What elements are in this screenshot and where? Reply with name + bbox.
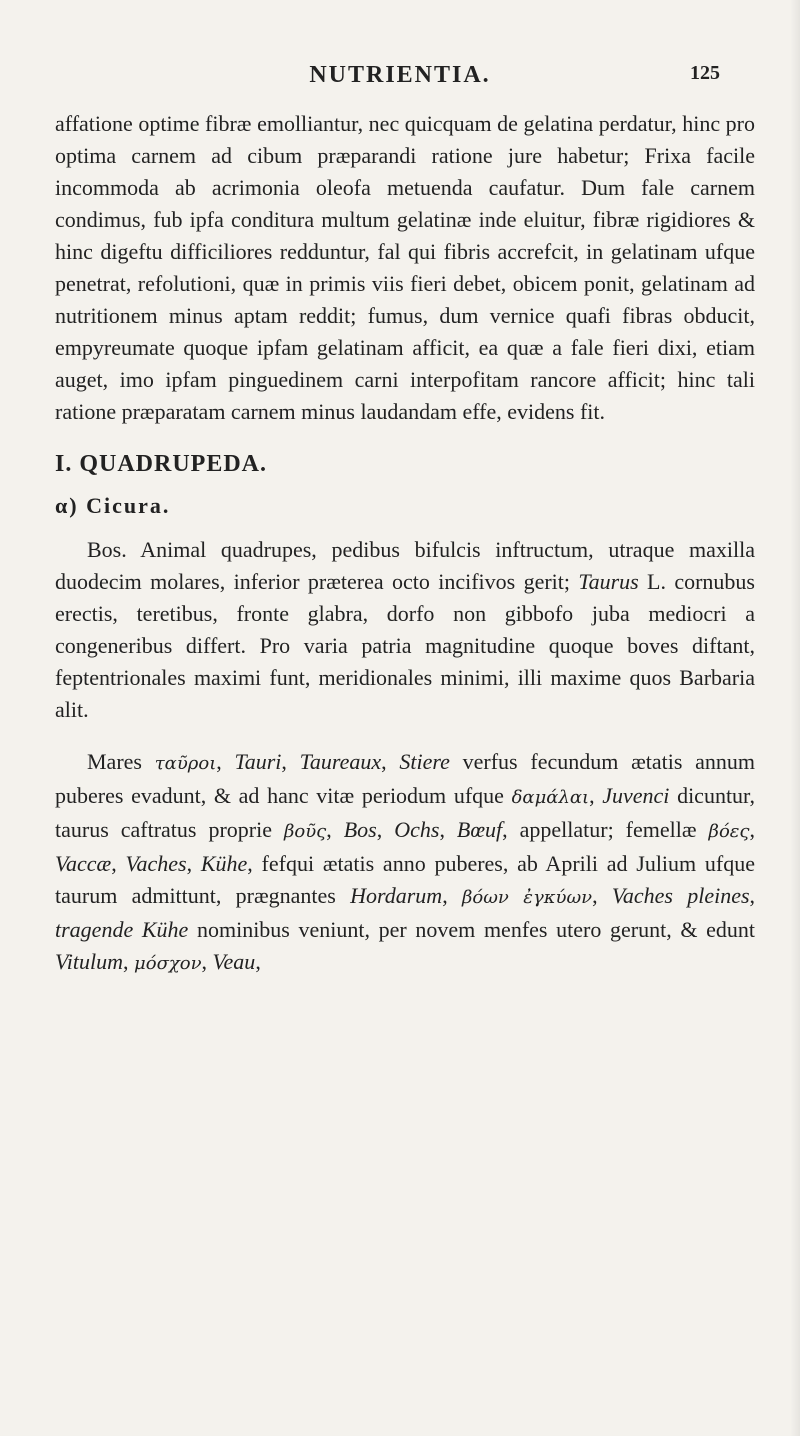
text-run: ,	[281, 749, 300, 774]
text-run: ,	[255, 949, 261, 974]
text-run: ,	[592, 883, 612, 908]
italic-term: Vaches	[125, 851, 187, 876]
italic-term: Vaches pleines	[611, 883, 750, 908]
italic-term: Tauri	[234, 749, 282, 774]
text-run: , appellatur; femellæ	[502, 817, 709, 842]
paragraph-3	[55, 746, 755, 980]
italic-term: Ochs	[394, 817, 440, 842]
text-run: verfus fecundum ætatis annum puberes evadunt, & ad hanc vitæ periodum ufque	[55, 749, 756, 808]
text-run: ,	[326, 817, 344, 842]
italic-term: Kühe	[200, 851, 248, 876]
text-run: ,	[749, 883, 756, 908]
italic-term: Bœuf	[456, 817, 503, 842]
text-run: ,	[111, 851, 126, 876]
text-run: Mares	[87, 749, 155, 774]
page-content	[55, 108, 755, 1000]
running-title: NUTRIENTIA.	[309, 62, 491, 88]
italic-term: Hordarum	[350, 883, 443, 908]
text-run: ,	[123, 949, 135, 974]
text-run: ,	[201, 949, 213, 974]
italic-term: Bos	[343, 817, 377, 842]
italic-term: Vitulum	[55, 949, 124, 974]
paragraph-2-taurus: Taurus	[578, 569, 639, 594]
greek-term: βοῦς	[283, 821, 327, 842]
paragraph-2-part-a: Bos. Animal quadrupes, pedibus bifulcis inftructum, utraque maxilla duodecim molares, inferior præterea octo incifivos gerit;	[55, 537, 755, 594]
italic-term: Stiere	[399, 749, 450, 774]
text-run: ,	[216, 749, 235, 774]
italic-term: Vaccæ	[55, 851, 112, 876]
text-run: ,	[589, 783, 603, 808]
greek-term: μόσχον	[134, 953, 202, 974]
italic-term: Taureaux	[299, 749, 382, 774]
paragraph-2	[55, 534, 755, 726]
greek-term: ταῦροι	[154, 753, 217, 774]
greek-term: βόες	[708, 821, 750, 842]
section-title: I. QUADRUPEDA.	[55, 451, 267, 477]
paragraph-2-part-c: L. cornubus erectis, teretibus, fronte glabra, dorfo non gibbofo juba mediocri a congeneribus differt. Pro varia patria magnitudine quoque boves diftant, feptentrionales maximi funt, meridionales minimi, illi maxime quos Barbaria alit.	[55, 569, 755, 722]
text-run: ,	[439, 817, 457, 842]
page-edge-shadow	[790, 0, 800, 1436]
greek-term: βόων ἐγκύων	[461, 887, 593, 908]
paragraph-1: affatione optime fibræ emolliantur, nec quicquam de gelatina perdatur, hinc pro optima carnem ad cibum præparandi ratione jure habetur; Frixa facile incommoda ab acrimonia oleofa metuenda caufatur. Dum fale carnem condimus, fub ipfa conditura multum gelatinæ inde eluitur, fibræ rigidiores & hinc digeftu difficiliores redduntur, fal qui fibris accrefcit, in gelatinam ufque penetrat, refolutioni, quæ in primis viis fieri debet, obicem ponit, gelatinam ad nutritionem minus aptam reddit; fumus, dum vernice quafi fibras obducit, empyreumate quoque ipfam gelatinam afficit, ea quæ a fale fieri dixi, etiam auget, imo ipfam pinguedinem carni interpofitam rancore afficit; hinc tali ratione præparatam carnem minus laudandam effe, evidens fit.	[55, 111, 755, 424]
subsection-title: α) Cicura.	[55, 493, 171, 518]
text-run: , fefqui ætatis anno puberes, ab Aprili ad Julium ufque taurum admittunt, prægnantes	[55, 851, 756, 908]
text-run: ,	[442, 883, 462, 908]
italic-term: Juvenci	[602, 783, 670, 808]
italic-term: Veau	[212, 949, 256, 974]
text-run: ,	[186, 851, 201, 876]
text-run: dicuntur, taurus caftratus proprie	[55, 783, 756, 842]
text-run: ,	[376, 817, 395, 842]
italic-term: tragende Kühe	[55, 917, 189, 942]
text-run: nominibus veniunt, per novem menfes utero gerunt, & edunt	[188, 917, 755, 942]
text-run: ,	[381, 749, 400, 774]
page-number: 125	[690, 62, 720, 84]
page-header	[0, 62, 800, 104]
greek-term: δαμάλαι	[511, 787, 590, 808]
text-run: ,	[749, 817, 756, 842]
